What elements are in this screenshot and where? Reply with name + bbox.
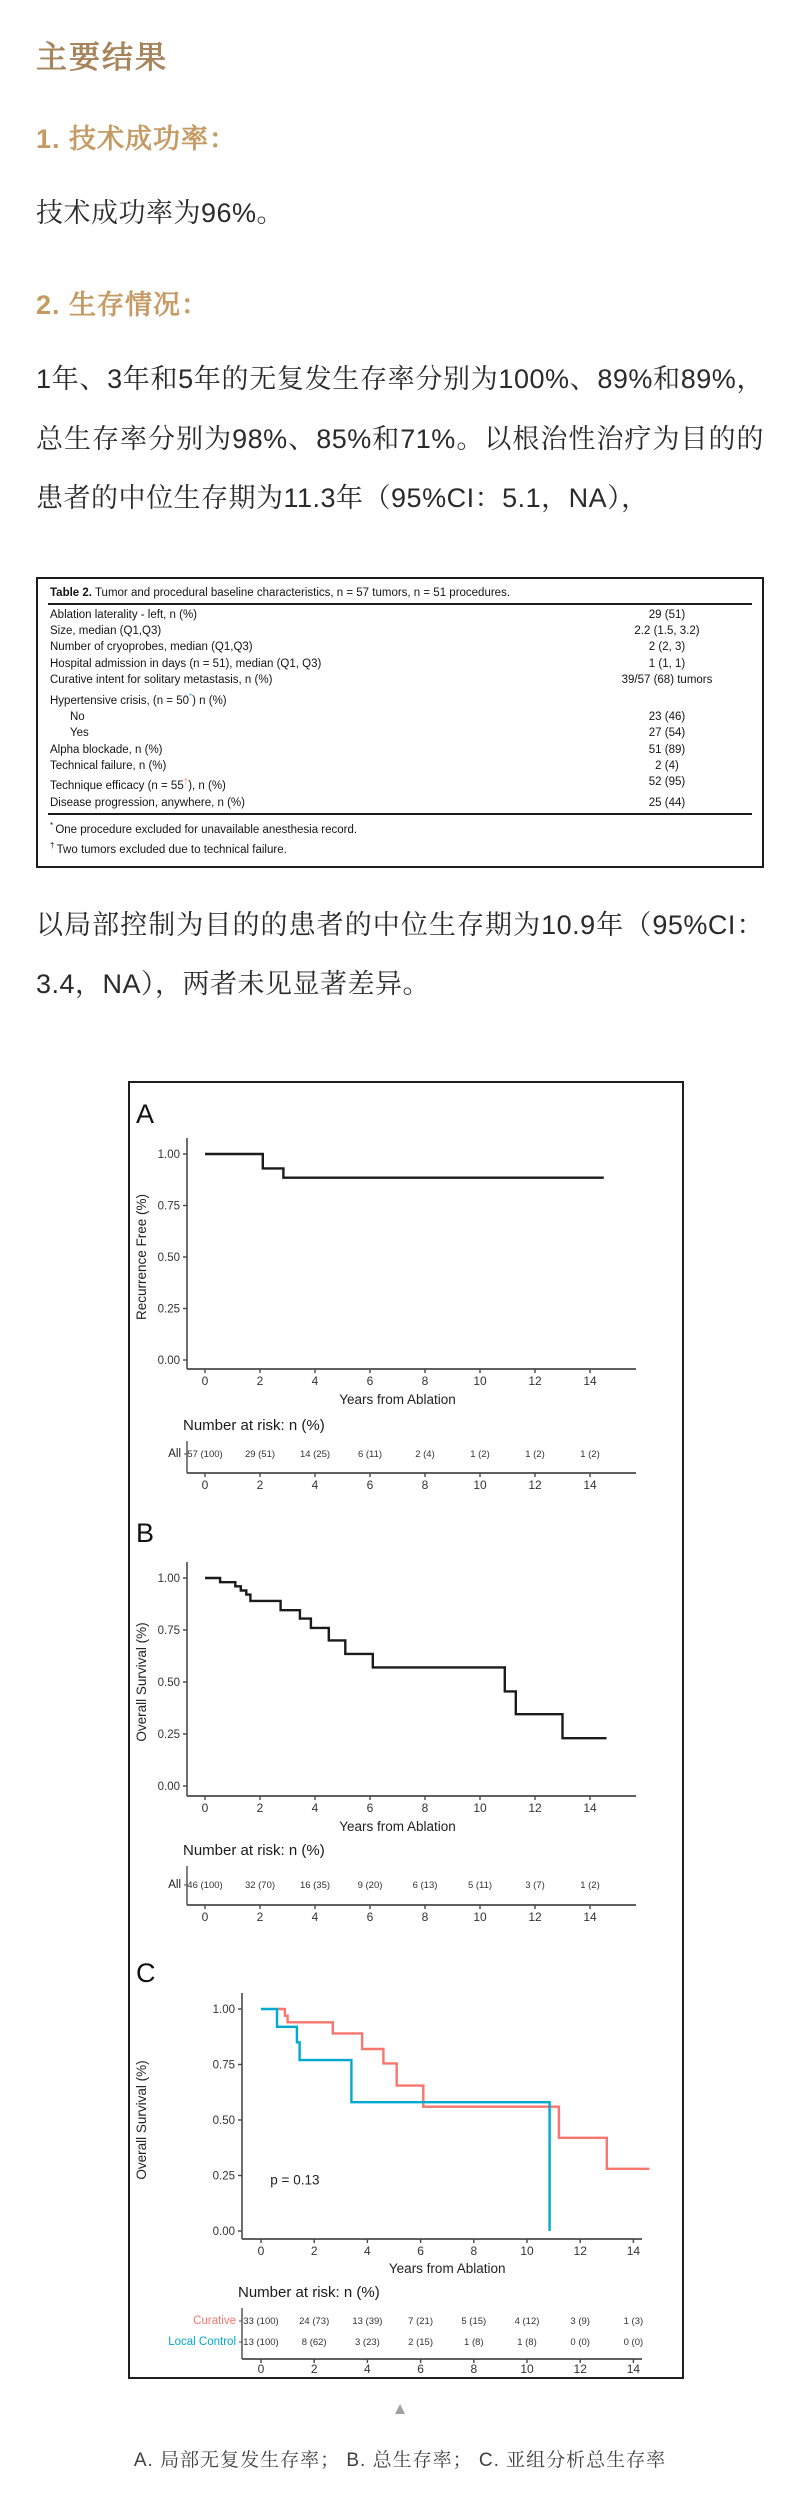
y-tick-label: 0.75 xyxy=(157,1624,180,1637)
scroll-top-icon[interactable]: ▲ xyxy=(391,2398,409,2418)
y-tick-label: 0.75 xyxy=(212,2059,235,2072)
table-row xyxy=(48,742,752,758)
table-row-label: Number of cryoprobes, median (Q1,Q3) xyxy=(50,641,253,654)
risk-x-tick-label: 14 xyxy=(583,1909,597,1924)
risk-x-tick-label: 6 xyxy=(417,2361,424,2376)
table2 xyxy=(36,577,764,868)
table-row-value: 23 (46) xyxy=(648,710,686,723)
x-tick-label: 4 xyxy=(311,1373,319,1388)
y-tick-label: 0.00 xyxy=(157,1354,180,1367)
x-axis-title: Years from Ablation xyxy=(388,2260,506,2276)
table-row xyxy=(48,774,752,794)
table-row xyxy=(48,709,752,725)
table-row-value: 51 (89) xyxy=(648,743,686,756)
table-row xyxy=(48,607,752,623)
table-row-value: 2 (2, 3) xyxy=(648,641,686,654)
table-row-label: Alpha blockade, n (%) xyxy=(50,743,163,756)
table-row xyxy=(48,639,752,655)
y-tick-label: 0.50 xyxy=(157,1676,180,1689)
risk-x-tick-label: 8 xyxy=(470,2361,478,2376)
table-row-label: No xyxy=(70,710,85,723)
table2-title-text: Tumor and procedural baseline characteristics, n = 57 tumors, n = 51 procedures. xyxy=(91,586,511,599)
risk-value: 3 (23) xyxy=(354,2336,380,2348)
risk-x-tick-label: 4 xyxy=(311,1477,319,1492)
x-tick-label: 0 xyxy=(201,1373,209,1388)
table-row xyxy=(48,656,752,672)
risk-x-tick-label: 10 xyxy=(473,1909,487,1924)
risk-value: 57 (100) xyxy=(187,1448,223,1460)
risk-x-tick-label: 10 xyxy=(520,2361,534,2376)
x-tick-label: 4 xyxy=(364,2243,371,2258)
risk-value: 16 (35) xyxy=(299,1879,331,1891)
risk-x-tick-label: 2 xyxy=(256,1477,264,1492)
risk-value: 5 (11) xyxy=(467,1879,493,1891)
risk-x-tick-label: 12 xyxy=(528,1477,542,1492)
table-row-label: Technique efficacy (n = 55†), n (%) xyxy=(50,777,226,793)
risk-table-title: Number at risk: n (%) xyxy=(183,1416,325,1434)
table-row-value xyxy=(582,689,752,709)
table-row-label: Curative intent for solitary metastasis, n (%) xyxy=(50,674,273,687)
table2-title-label: Table 2. xyxy=(50,586,92,599)
table-row-value: 25 (44) xyxy=(648,796,686,809)
y-tick-label: 1.00 xyxy=(157,1572,180,1585)
risk-row-label: All xyxy=(168,1447,181,1460)
table-row-label: Hypertensive crisis, (n = 50*) n (%) xyxy=(50,691,227,707)
risk-value: 1 (3) xyxy=(623,2315,644,2327)
x-axis-title: Years from Ablation xyxy=(339,1391,456,1407)
section-1-heading: 1. 技术成功率： xyxy=(36,124,238,154)
risk-value: 2 (4) xyxy=(415,1448,435,1460)
risk-x-tick-label: 12 xyxy=(528,1909,542,1924)
risk-value: 6 (13) xyxy=(412,1879,438,1891)
risk-value: 8 (62) xyxy=(301,2336,327,2348)
risk-value: 29 (51) xyxy=(244,1448,276,1460)
x-tick-label: 6 xyxy=(366,1800,374,1815)
risk-value: 1 (2) xyxy=(470,1448,490,1460)
table-row-label: Ablation laterality - left, n (%) xyxy=(50,608,198,621)
km-figure xyxy=(128,1081,684,2379)
x-tick-label: 12 xyxy=(573,2243,587,2258)
risk-value: 3 (7) xyxy=(525,1879,545,1891)
risk-value: 2 (15) xyxy=(408,2336,434,2348)
x-tick-label: 14 xyxy=(583,1373,597,1388)
table-row xyxy=(48,623,752,639)
page-title: 主要结果 xyxy=(36,40,168,75)
risk-x-tick-label: 0 xyxy=(257,2361,265,2376)
risk-table-title: Number at risk: n (%) xyxy=(183,1841,325,1859)
y-tick-label: 0.00 xyxy=(212,2225,235,2238)
risk-x-tick-label: 2 xyxy=(256,1909,264,1924)
km-chart-B xyxy=(130,1502,678,1952)
x-tick-label: 6 xyxy=(366,1373,374,1388)
risk-row-label: All xyxy=(168,1878,181,1891)
x-tick-label: 0 xyxy=(201,1800,209,1815)
table-row-value: 1 (1, 1) xyxy=(648,657,686,670)
risk-x-tick-label: 14 xyxy=(583,1477,597,1492)
table2-title xyxy=(48,584,752,605)
risk-value: 9 (20) xyxy=(357,1879,383,1891)
risk-x-tick-label: 4 xyxy=(364,2361,371,2376)
risk-value: 0 (0) xyxy=(623,2336,644,2348)
x-axis-title: Years from Ablation xyxy=(339,1818,456,1834)
km-chart-C xyxy=(130,1952,678,2377)
x-tick-label: 0 xyxy=(257,2243,265,2258)
risk-value: 4 (12) xyxy=(514,2315,540,2327)
risk-value: 1 (8) xyxy=(464,2336,484,2348)
risk-x-tick-label: 2 xyxy=(310,2361,318,2376)
y-tick-label: 0.75 xyxy=(157,1200,180,1213)
risk-x-tick-label: 0 xyxy=(201,1909,209,1924)
km-curve-local-control xyxy=(261,2009,550,2231)
panel-label: B xyxy=(136,1517,155,1548)
table-row-value: 39/57 (68) tumors xyxy=(621,674,713,687)
km-curve-all xyxy=(205,1154,604,1178)
section-2-body: 1年、3年和5年的无复发生存率分别为100%、89%和89%，总生存率分别为98%、85%和71%。以根治性治疗为目的的患者的中位生存期为11.3年（95%CI：5.1，NA）， xyxy=(36,364,764,514)
y-tick-label: 0.25 xyxy=(212,2170,235,2183)
risk-value: 13 (39) xyxy=(352,2315,383,2327)
km-curve-all xyxy=(205,1578,607,1738)
panel-label: C xyxy=(136,1957,156,1988)
y-axis-title: Overall Survival (%) xyxy=(134,2059,149,2180)
table-row xyxy=(48,672,752,688)
x-tick-label: 12 xyxy=(528,1373,542,1388)
table-footnote: † Two tumors excluded due to technical failure. xyxy=(50,841,287,857)
table-row-value: 52 (95) xyxy=(648,776,686,789)
risk-x-tick-label: 10 xyxy=(473,1477,487,1492)
table-row-value: 2.2 (1.5, 3.2) xyxy=(634,624,700,637)
x-tick-label: 8 xyxy=(421,1373,429,1388)
x-tick-label: 14 xyxy=(626,2243,641,2258)
p-value-annotation: p = 0.13 xyxy=(270,2171,320,2187)
risk-value: 33 (100) xyxy=(243,2315,279,2327)
panel-label: A xyxy=(136,1098,155,1129)
risk-x-tick-label: 6 xyxy=(366,1477,374,1492)
table-row xyxy=(48,689,752,709)
km-curve-curative xyxy=(277,2009,649,2169)
footnote-marker: † xyxy=(183,777,189,787)
x-tick-label: 12 xyxy=(528,1800,542,1815)
x-tick-label: 2 xyxy=(256,1373,264,1388)
risk-value: 1 (8) xyxy=(517,2336,537,2348)
risk-x-tick-label: 6 xyxy=(366,1909,374,1924)
table-row-label: Disease progression, anywhere, n (%) xyxy=(50,796,245,809)
x-tick-label: 10 xyxy=(473,1800,487,1815)
table-row-value: 27 (54) xyxy=(648,727,686,740)
x-tick-label: 8 xyxy=(470,2243,478,2258)
section-2-heading: 2. 生存情况： xyxy=(36,290,210,321)
km-chart-A xyxy=(130,1083,678,1502)
y-tick-label: 1.00 xyxy=(157,1148,180,1161)
table-row xyxy=(48,758,752,774)
y-axis-title: Overall Survival (%) xyxy=(134,1621,149,1742)
risk-x-tick-label: 0 xyxy=(201,1477,209,1492)
x-tick-label: 8 xyxy=(421,1800,429,1815)
risk-value: 0 (0) xyxy=(570,2336,590,2348)
risk-row-label: Curative xyxy=(193,2314,236,2327)
risk-x-tick-label: 14 xyxy=(626,2361,641,2376)
y-tick-label: 0.25 xyxy=(157,1303,180,1316)
x-tick-label: 14 xyxy=(583,1800,597,1815)
x-tick-label: 2 xyxy=(310,2243,318,2258)
table-row-label: Size, median (Q1,Q3) xyxy=(50,624,162,637)
risk-value: 1 (2) xyxy=(525,1448,545,1460)
x-tick-label: 10 xyxy=(473,1373,487,1388)
y-axis-title: Recurrence Free (%) xyxy=(134,1193,149,1320)
risk-x-tick-label: 8 xyxy=(421,1477,429,1492)
x-tick-label: 2 xyxy=(256,1800,264,1815)
risk-value: 14 (25) xyxy=(299,1448,331,1460)
risk-row-label: Local Control xyxy=(168,2335,236,2348)
footnote-marker: * xyxy=(189,691,193,701)
table-row-label: Technical failure, n (%) xyxy=(50,760,167,773)
risk-value: 13 (100) xyxy=(243,2336,279,2348)
risk-x-tick-label: 12 xyxy=(573,2361,587,2376)
table-row-value: 2 (4) xyxy=(655,760,679,773)
section-1-body: 技术成功率为96%。 xyxy=(36,198,285,228)
table-row xyxy=(48,725,752,741)
table2-figure xyxy=(36,577,764,868)
y-tick-label: 1.00 xyxy=(212,2003,235,2016)
y-tick-label: 0.00 xyxy=(157,1780,180,1793)
table2-rows xyxy=(48,605,752,816)
figure-caption: A. 局部无复发生存率； B. 总生存率； C. 亚组分析总生存率 xyxy=(133,2449,667,2471)
after-table-text: 以局部控制为目的的患者的中位生存期为10.9年（95%CI：3.4，NA），两者未见显著差异。 xyxy=(36,909,764,1000)
risk-x-tick-label: 4 xyxy=(311,1909,319,1924)
risk-value: 3 (9) xyxy=(570,2315,590,2327)
risk-value: 7 (21) xyxy=(408,2315,434,2327)
y-tick-label: 0.50 xyxy=(212,2114,235,2127)
x-tick-label: 6 xyxy=(417,2243,424,2258)
table-row-label: Yes xyxy=(70,727,89,740)
risk-value: 32 (70) xyxy=(244,1879,276,1891)
table-row-value: 29 (51) xyxy=(648,608,686,621)
x-tick-label: 4 xyxy=(311,1800,319,1815)
y-tick-label: 0.25 xyxy=(157,1728,180,1741)
x-tick-label: 10 xyxy=(520,2243,534,2258)
risk-value: 6 (11) xyxy=(357,1448,383,1460)
y-tick-label: 0.50 xyxy=(157,1251,180,1264)
table-row-label: Hospital admission in days (n = 51), median (Q1, Q3) xyxy=(50,657,322,670)
risk-value: 1 (2) xyxy=(580,1879,600,1891)
table2-footnotes xyxy=(48,815,752,860)
risk-value: 24 (73) xyxy=(299,2315,330,2327)
risk-value: 5 (15) xyxy=(461,2315,487,2327)
table-footnote: * One procedure excluded for unavailable anesthesia record. xyxy=(50,821,358,836)
risk-value: 1 (2) xyxy=(580,1448,600,1460)
risk-table-title: Number at risk: n (%) xyxy=(238,2283,380,2301)
risk-value: 46 (100) xyxy=(187,1879,223,1891)
table-row xyxy=(48,795,752,811)
risk-x-tick-label: 8 xyxy=(421,1909,429,1924)
